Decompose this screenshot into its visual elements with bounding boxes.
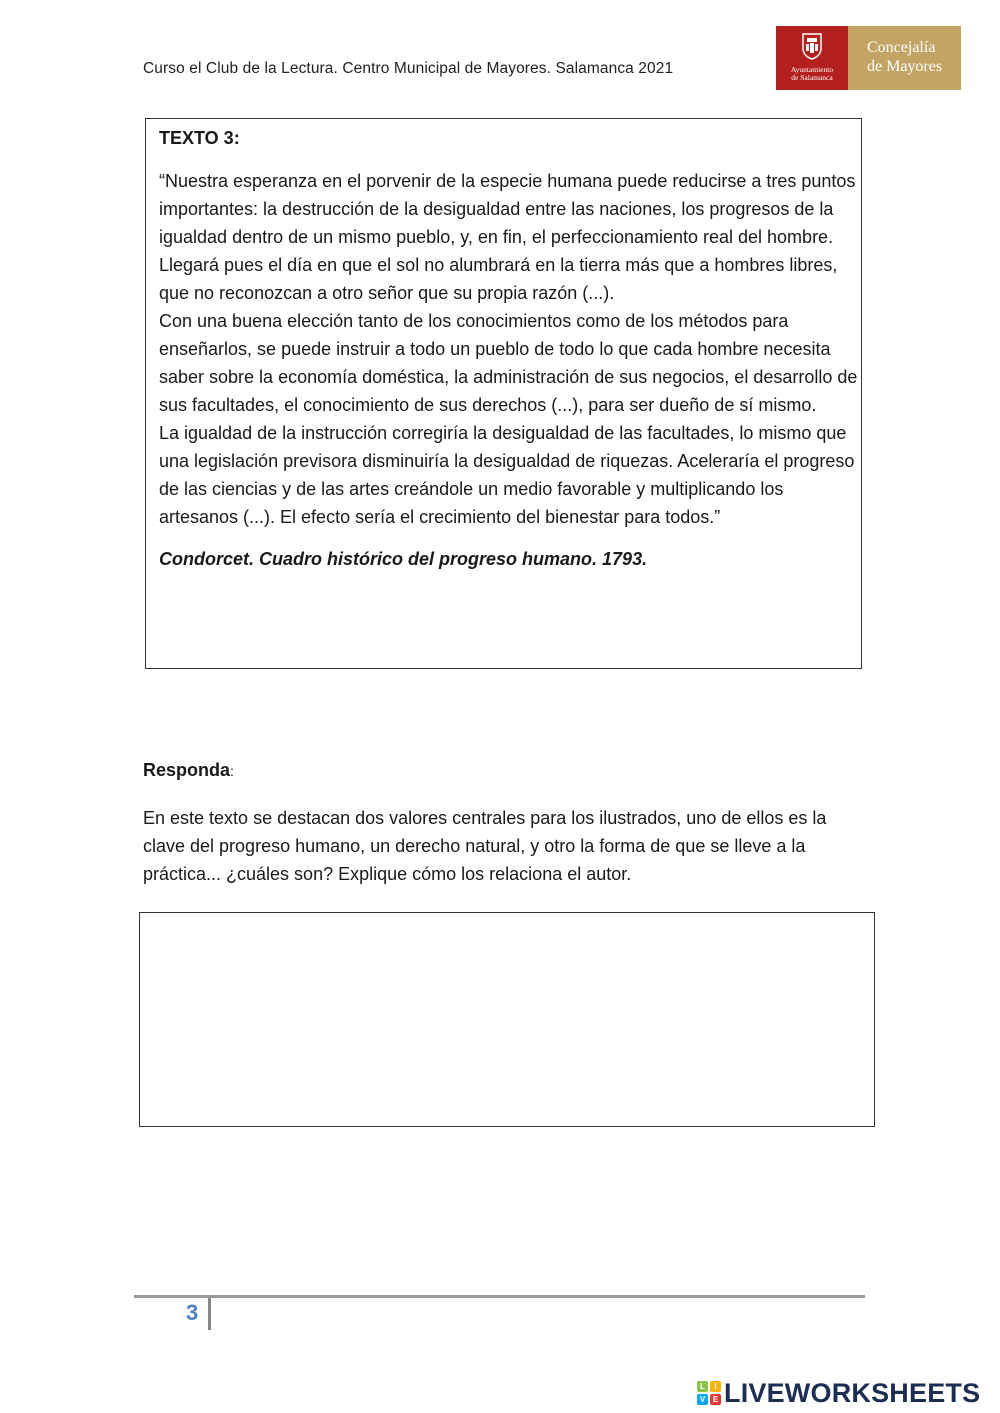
logo-left-line1: Ayuntamiento (790, 65, 834, 74)
liveworksheets-icon (697, 1381, 721, 1405)
quote-paragraph: La igualdad de la instrucción corregiría la desigualdad de las facultades, lo mismo que una legislación previsora disminuiría la desigualdad de riquezas. Aceleraría el progreso de las ciencias y de las artes creándole un medio favorable y multiplicando los artesanos (...). El efecto sería el crecimiento del bienestar para todos.” (159, 423, 855, 527)
liveworksheets-logo (697, 1376, 980, 1410)
logo-left-line2: de Salamanca (791, 73, 833, 82)
page-number-separator (208, 1298, 211, 1330)
quote-paragraph: Llegará pues el día en que el sol no alumbrará en la tierra más que a hombres libres, que no reconozcan a otro señor que su propia razón (...). (159, 255, 838, 303)
question-text: En este texto se destacan dos valores centrales para los ilustrados, uno de ellos es la clave del progreso humano, un derecho natural, y otro la forma de que se lleve a la práctica... ¿cuáles son? Explique cómo los relaciona el autor. (143, 808, 827, 884)
quote-paragraph: “Nuestra esperanza en el porvenir de la especie humana puede reducirse a tres puntos importantes: la destrucción de la desigualdad entre las naciones, los progresos de la igualdad dentro de un mismo pueblo, y, en fin, el perfeccionamiento real del hombre. (159, 171, 856, 247)
footer-divider (134, 1295, 865, 1298)
responda-colon: : (230, 763, 234, 779)
responda-label: Responda (143, 760, 231, 780)
liveworksheets-icon-cell: V (697, 1394, 708, 1405)
text-box (145, 118, 862, 669)
liveworksheets-icon-cell: E (710, 1394, 721, 1405)
logo-gold-panel (848, 26, 961, 90)
liveworksheets-icon-cell: L (697, 1381, 708, 1392)
header-title: Curso el Club de la Lectura. Centro Municipal de Mayores. Salamanca 2021 (143, 60, 674, 77)
answer-input[interactable] (139, 912, 875, 1127)
quote-paragraph: Con una buena elección tanto de los conocimientos como de los métodos para enseñarlos, se puede instruir a todo un pueblo de todo lo que cada hombre necesita saber sobre la economía doméstica, la administración de sus negocios, el desarrollo de sus facultades, el conocimiento de sus derechos (...), para ser dueño de sí mismo. (159, 311, 858, 415)
ayuntamiento-logo (776, 26, 961, 90)
liveworksheets-icon-cell: I (710, 1381, 721, 1392)
logo-right-line1: Concejalía (867, 39, 936, 56)
logo-red-panel (776, 26, 848, 90)
coat-of-arms-icon (801, 32, 823, 60)
page-number: 3 (186, 1300, 199, 1325)
liveworksheets-text: LIVEWORKSHEETS (724, 1377, 981, 1408)
quote (159, 167, 861, 531)
responda-heading (143, 760, 234, 781)
citation: Condorcet. Cuadro histórico del progreso humano. 1793. (159, 549, 648, 569)
text-box-title: TEXTO 3: (159, 128, 240, 148)
question (143, 804, 873, 888)
logo-right-line2: de Mayores (867, 58, 943, 75)
